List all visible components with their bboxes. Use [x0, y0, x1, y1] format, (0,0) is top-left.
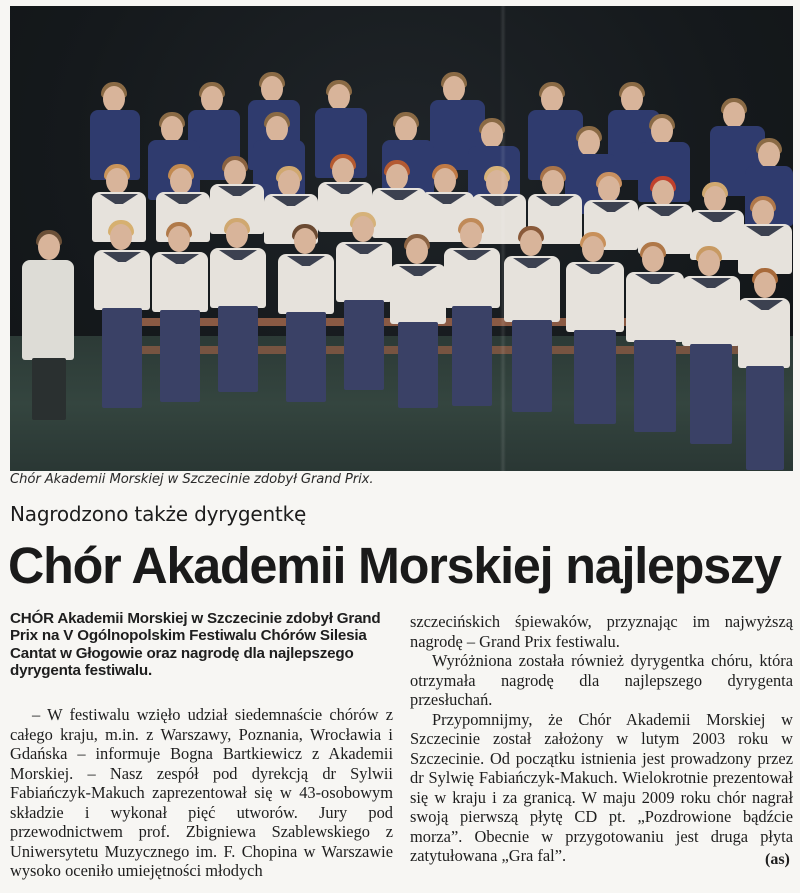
- body-paragraph: – W festiwalu wzięło udział siedemnaście chórów z całego kraju, m.in. z Warszawy, Poznania, Wrocławia i Gdańska – informuje Bogna Bartkiewicz z Akademii Morskiej. – Nasz zespół pod dyrekcją dr Sylwii Fabiańczyk-Makuch zaprezentował się w 43-osobowym składzie i wykonał pięć utworów. Jury pod przewodnictwem prof. Zbigniewa Szablewskiego z Uniwersytetu Muzycznego im. F. Chopina w Warszawie wysoko oceniło umiejętności młodych: [10, 705, 393, 880]
- photo-caption: Chór Akademii Morskiej w Szczecinie zdobył Grand Prix.: [10, 472, 374, 487]
- lead-paragraph: CHÓR Akademii Morskiej w Szczecinie zdobył Grand Prix na V Ogólnopolskim Festiwalu Chórów Silesia Cantat w Głogowie oraz nagrodę dla najlepszego dyrygenta festiwalu.: [10, 610, 381, 679]
- headline: Chór Akademii Morskiej najlepszy: [8, 537, 781, 594]
- page-fold: [500, 6, 506, 471]
- choir-photo: [10, 6, 793, 471]
- body-paragraph: szczecińskich śpiewaków, przyznając im najwyższą nagrodę – Grand Prix festiwalu.: [410, 612, 793, 651]
- author-byline: (as): [765, 851, 790, 868]
- article-column-1: [10, 705, 393, 881]
- kicker: Nagrodzono także dyrygentkę: [10, 502, 307, 526]
- body-paragraph: Wyróżniona została również dyrygentka chóru, która otrzymała nagrodę dla najlepszego dyrygenta przesłuchań.: [410, 651, 793, 709]
- article-column-2: [410, 612, 793, 866]
- body-paragraph: Przypomnijmy, że Chór Akademii Morskiej w Szczecinie został założony w lutym 2003 roku w Szczecinie. Od początku istnienia jest prowadzony przez dr Sylwię Fabiańczyk-Makuch. Wielokrotnie prezentował się w kraju i za granicą. W maju 2009 roku chór nagrał swoją pierwszą płytę CD pt. „Pozdrowione bądźcie morza”. Obecnie w przygotowaniu jest druga płyta zatytułowana „Gra fal”.: [410, 709, 793, 865]
